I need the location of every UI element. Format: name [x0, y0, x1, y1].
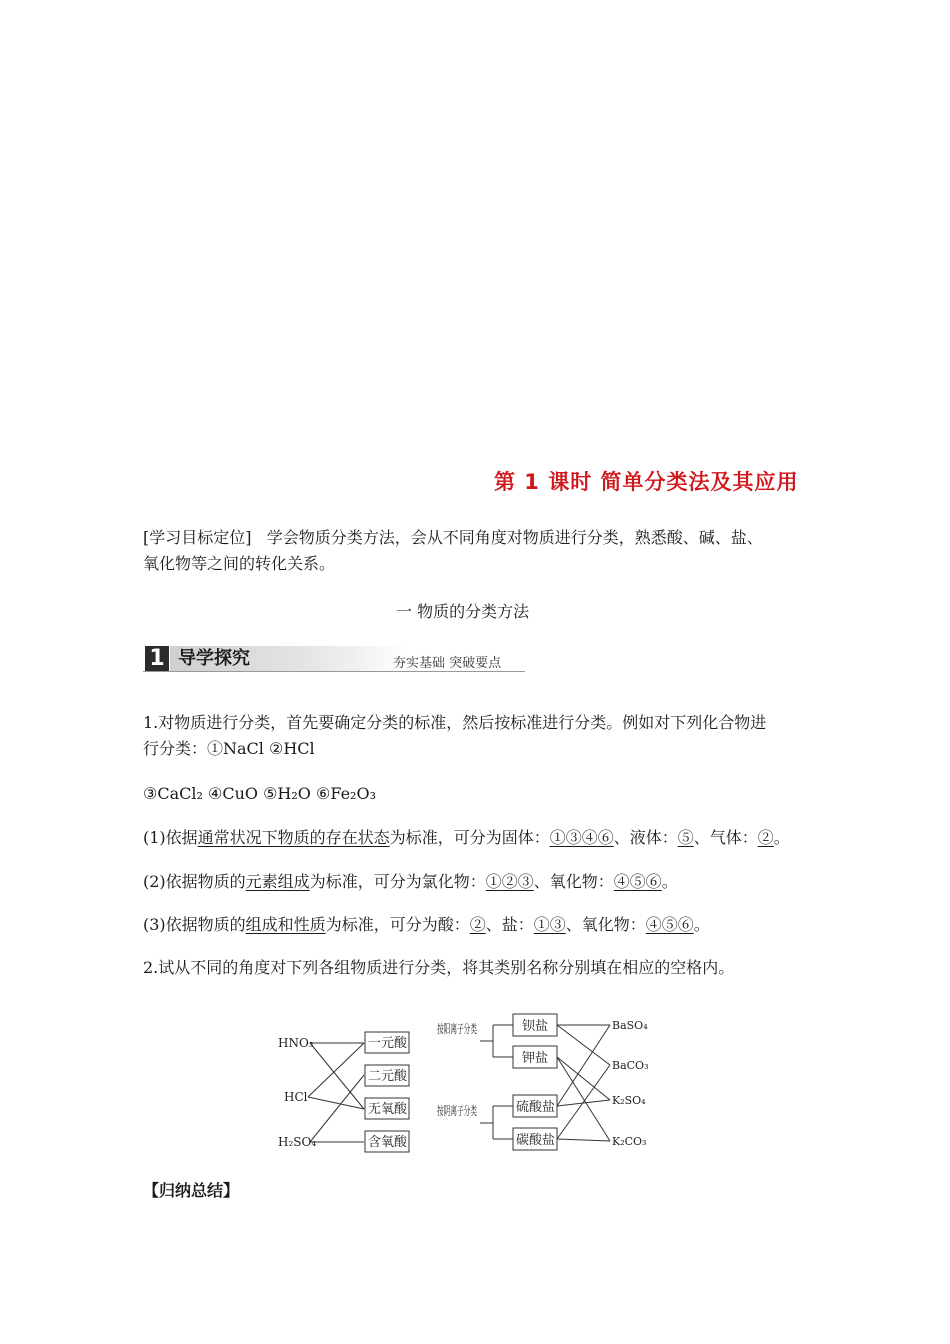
banner-title: 导学探究: [170, 646, 410, 671]
text: 为标准，可分为酸：: [325, 915, 470, 934]
acid-labels: [278, 1036, 316, 1149]
text: (3)依据物质的: [143, 915, 246, 934]
answer-blank: ②: [469, 915, 486, 934]
answer-blank: ⑤: [677, 828, 694, 847]
salt-class-label: 硫酸盐: [516, 1100, 556, 1115]
classification-method-labels: [437, 1021, 510, 1118]
answer-blank: ②: [757, 828, 774, 847]
salt-labels: [612, 1019, 649, 1148]
acid-label: H₂SO₄: [278, 1135, 317, 1149]
salt-label: K₂CO₃: [612, 1135, 647, 1148]
q1-part-3: [143, 912, 710, 938]
answer-blank: 元素组成: [245, 872, 310, 891]
text: 。: [693, 915, 710, 934]
objective-label: [学习目标定位]: [143, 528, 252, 547]
text: 为标准，可分为固体：: [389, 828, 550, 847]
salt-class-boxes: [513, 1014, 557, 1150]
answer-blank: ④⑤⑥: [613, 872, 662, 891]
text: 。: [773, 828, 790, 847]
text: (2)依据物质的: [143, 872, 246, 891]
guided-inquiry-banner: [143, 645, 525, 673]
objective-line-2: 氧化物等之间的转化关系。: [143, 554, 336, 573]
answer-blank: 组成和性质: [245, 915, 326, 934]
acid-label: HCl: [284, 1090, 308, 1104]
by-cation-label: 按阳离子分类: [437, 1022, 510, 1036]
salt-class-label: 钡盐: [522, 1019, 549, 1034]
banner-number: 1: [145, 646, 169, 671]
text: 、盐：: [485, 915, 534, 934]
q2-text: 2.试从不同的角度对下列各组物质进行分类，将其类别名称分别填在相应的空格内。: [143, 958, 735, 977]
acid-class-label: 二元酸: [368, 1069, 408, 1084]
salt-class-label: 碳酸盐: [516, 1133, 556, 1148]
text: 、气体：: [693, 828, 758, 847]
answer-blank: ①③④⑥: [549, 828, 614, 847]
answer-blank: ④⑤⑥: [645, 915, 694, 934]
q1-line-2: 行分类：①NaCl ②HCl: [143, 739, 315, 758]
acid-class-label: 一元酸: [368, 1036, 408, 1051]
objective-text-1: 学会物质分类方法，会从不同角度对物质进行分类，熟悉酸、碱、盐、: [266, 528, 763, 547]
objective-line-1: [143, 525, 763, 551]
answer-blank: 通常状况下物质的存在状态: [197, 828, 390, 847]
q1-part-1: [143, 825, 790, 851]
bracket-lines: [480, 1025, 513, 1139]
answer-blank: ①③: [533, 915, 566, 934]
q1-compounds: ③CaCl₂ ④CuO ⑤H₂O ⑥Fe₂O₃: [143, 784, 376, 803]
lesson-title: 第 1 课时 简单分类法及其应用: [494, 470, 799, 494]
acid-class-label: 含氧酸: [368, 1135, 408, 1150]
salt-class-label: 钾盐: [522, 1051, 549, 1066]
text: 、氧化物：: [565, 915, 646, 934]
classification-diagram: [270, 1005, 670, 1157]
acid-label: HNO₃: [278, 1036, 314, 1050]
salt-label: K₂SO₄: [612, 1094, 646, 1107]
by-anion-label: 按阴离子分类: [437, 1104, 510, 1118]
salt-connectors: [557, 1025, 610, 1141]
section-heading: 一 物质的分类方法: [396, 602, 530, 621]
answer-blank: ①②③: [485, 872, 534, 891]
summary-label: 【归纳总结】: [143, 1181, 240, 1200]
acid-connectors: [308, 1043, 364, 1142]
banner-rule: [143, 671, 525, 672]
salt-label: BaSO₄: [612, 1019, 648, 1032]
q1-line-1: 1.对物质进行分类，首先要确定分类的标准，然后按标准进行分类。例如对下列化合物进: [143, 713, 767, 732]
text: 、氧化物：: [533, 872, 614, 891]
text: 、液体：: [613, 828, 678, 847]
text: (1)依据: [143, 828, 198, 847]
text: 。: [661, 872, 678, 891]
banner-subtitle: 夯实基础 突破要点: [393, 656, 502, 671]
q1-part-2: [143, 869, 678, 895]
salt-label: BaCO₃: [612, 1059, 649, 1072]
acid-class-label: 无氧酸: [368, 1102, 408, 1117]
text: 为标准，可分为氯化物：: [309, 872, 486, 891]
